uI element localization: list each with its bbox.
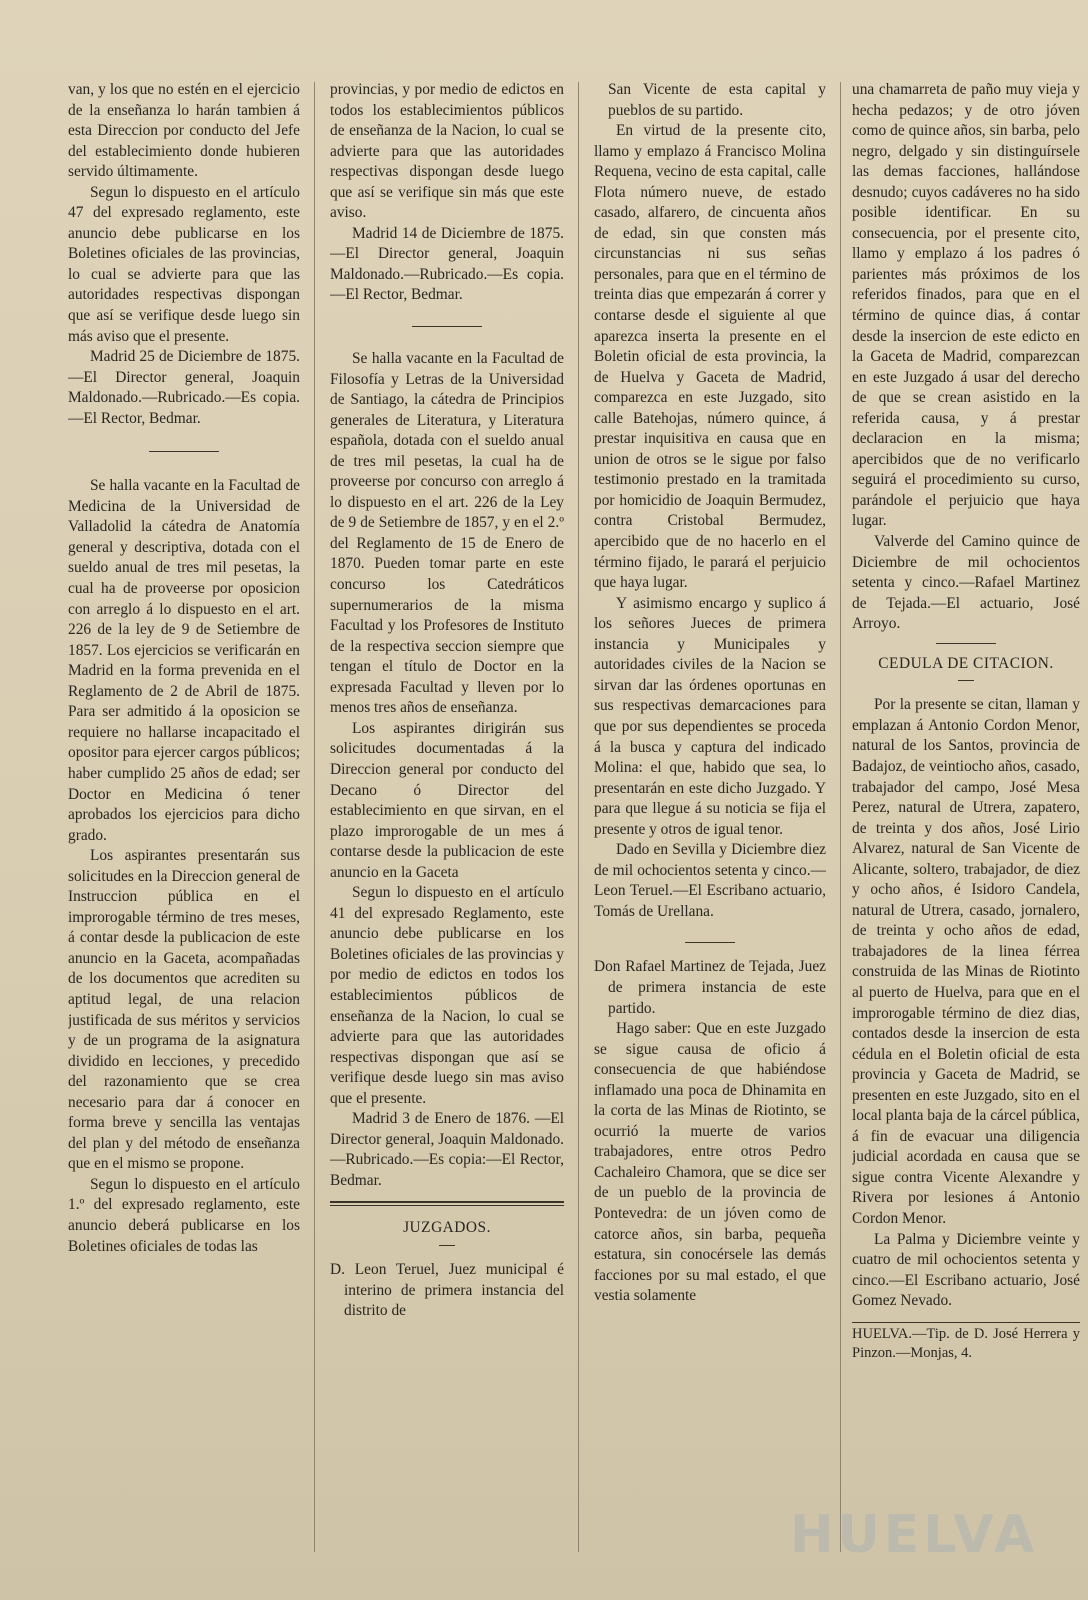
paragraph: una chamarreta de paño muy vieja y hecha pedazos; y de otro jóven como de quince años, sin barba, pelo negro, delgado y sin distinguírsele las demas facciones, hallándose desnudo; cuyos cadáveres no ha sido posible identificar. En su consecuencia, por el presente cito, llamo y emplazo á los padres ó parientes más próximos de los referidos finados, para que en el término de quince dias, á contar desde la insercion de este edicto en la Gaceta de Madrid, comparezcan en este Juzgado á usar del derecho de que se crean asistido en la referida causa, y á prestar declaracion en la misma; apercibidos que de no verificarlo seguirá el procedimiento su curso, parándole el perjuicio que haya lugar. — [852, 81, 1080, 530]
column-rule — [314, 82, 315, 1552]
signature-paragraph: Dado en Sevilla y Diciembre diez de mil ochocientos setenta y cinco.—Leon Teruel.—El Escribano actuario, Tomás de Urellana. — [594, 841, 826, 920]
paragraph: Los aspirantes dirigirán sus solicitudes documentadas á la Direccion general por conducto del Decano ó Director del establecimiento en que sirvan, en el plazo improrogable de un mes á contarse desde la publicacion de este anuncio en la Gaceta — [330, 719, 564, 881]
paragraph: Y asimismo encargo y suplico á los señores Jueces de primera instancia y Municipales y autoridades civiles de la Nacion se sirvan dar las órdenes oportunas en sus respectivas demarcaciones para que por sus dependientes se proceda á la busca y captura del indicado Molina: el que, habido que sea, lo presentarán en este dicho Juzgado. Y para que llegue á su noticia se fija el presente y otros de igual tenor. — [594, 594, 826, 838]
paragraph: Segun lo dispuesto en el artículo 1.º del expresado reglamento, este anuncio deberá publicarse en los Boletines oficiales de todas las — [68, 1175, 300, 1255]
paragraph: Por la presente se citan, llaman y emplazan á Antonio Cordon Menor, natural de los Santos, provincia de Badajoz, de veintiocho años, casado, trabajador del campo, José Mesa Perez, natural de Utrera, zapatero, de treinta y dos años, José Lirio Alvarez, natural de San Vicente de Alicante, soltero, trabajador, de diez y ocho años, é Isidoro Candela, natural de Utrera, casado, jornalero, de treinta y ocho años de edad, trabajadores de la linea férrea construida de las Minas de Riotinto al puerto de Huelva, para que en el improrogable término de diez dias, contados desde la insercion de esta cédula en el Boletin oficial de esta provincia y Gaceta de Madrid, se presenten en este Juzgado, sito en el local planta baja de la cárcel pública, á fin de evacuar una diligencia judicial acordada en causa que se sigue contra Vicente Alexandre y Rivera por lesiones á Antonio Cordon Menor. — [852, 696, 1080, 1227]
paragraph: Don Rafael Martinez de Tejada, Juez de primera instancia de este partido. — [594, 958, 826, 1017]
separator-line — [412, 326, 482, 327]
paragraph: Se halla vacante en la Facultad de Medicina de la Universidad de Valladolid la cátedra de Anatomía general y descriptiva, dotada con el sueldo anual de tres mil pesetas, la cual ha de proveerse por oposicion con arreglo á lo dispuesto en el art. 226 de la ley de 9 de Setiembre de 1857. Los ejercicios se verificarán en Madrid en la forma prevenida en el Reglamento de 2 de Abril de 1875. Para ser admitido á la oposicion se requiere no hallarse incapacitado el opositor para ejercer cargos públicos; haber cumplido 25 años de edad; ser Doctor en Medicina ó tener aprobados los ejercicios para dicho grado. — [68, 477, 300, 844]
section-title-cedula: CEDULA DE CITACION. — [878, 654, 1054, 672]
column-rule — [578, 82, 579, 1552]
section-title-juzgados: JUZGADOS. — [403, 1219, 491, 1237]
signature-paragraph: La Palma y Diciembre veinte y cuatro de mil ochocientos setenta y cinco.—El Escribano actuario, José Gomez Nevado. — [852, 1230, 1080, 1310]
library-watermark: HUELVA — [790, 1505, 1039, 1565]
signature-paragraph: Madrid 3 de Enero de 1876. —El Director general, Joaquin Maldonado.—Rubricado.—Es copia:—El Rector, Bedmar. — [330, 1110, 564, 1189]
double-rule — [330, 1201, 564, 1206]
column-4 — [852, 80, 1080, 1580]
separator-line — [685, 942, 735, 943]
signature-paragraph: Valverde del Camino quince de Diciembre de mil ochocientos setenta y cinco.—Rafael Martinez de Tejada.—El actuario, José Arroyo. — [852, 533, 1080, 633]
title-dash — [439, 1245, 455, 1246]
signature-paragraph: Madrid 25 de Diciembre de 1875.—El Director general, Joaquin Maldonado.—Rubricado.—Es copia.—El Rector, Bedmar. — [68, 348, 300, 427]
separator-line — [149, 451, 219, 452]
column-rule — [840, 82, 841, 1552]
paragraph: D. Leon Teruel, Juez municipal é interino de primera instancia del distrito de — [330, 1260, 564, 1320]
column-2 — [330, 80, 564, 1580]
paragraph: Los aspirantes presentarán sus solicitudes en la Direccion general de Instruccion pública en el improrogable término de tres meses, á contar desde la publicacion de este anuncio en la Gaceta, acompañadas de los documentos que acrediten su aptitud legal, de una relacion justificada de sus méritos y servicios y de un programa de la asignatura dividido en lecciones, y precedido del razonamiento que se crea necesario para dar á conocer en forma breve y sencilla las ventajas del plan y del método de enseñanza que en el mismo se propone. — [68, 847, 300, 1173]
signature-paragraph: Madrid 14 de Diciembre de 1875.—El Director general, Joaquin Maldonado.—Rubricado.—Es copia.—El Rector, Bedmar. — [330, 224, 564, 304]
paragraph: provincias, y por medio de edictos en todos los establecimientos públicos de enseñanza de la Nacion, lo cual se advierte para que las autoridades respectivas dispongan desde luego que así se verifique sin más que este aviso. — [330, 81, 564, 222]
title-dash — [958, 680, 974, 681]
paragraph: San Vicente de esta capital y pueblos de su partido. — [608, 81, 826, 119]
column-3 — [594, 80, 826, 1580]
paragraph: Segun lo dispuesto en el artículo 47 del expresado reglamento, este anuncio debe publicarse en los Boletines oficiales de las provincias, lo cual se advierte para que las autoridades respectivas dispongan que así se verifique desde luego sin más aviso que el presente. — [68, 183, 300, 345]
paragraph: Hago saber: Que en este Juzgado se sigue causa de oficio á consecuencia de que habiéndose inflamado una poca de Dhinamita en la corta de las Minas de Riotinto, se ocurrió la muerte de varios trabajadores, entre otros Pedro Cachaleiro Chamora, que se dice ser de un pueblo de la provincia de Pontevedra: de un jóven como de catorce años, sin barba, pequeña estatura, sin conocérsele las demás facciones por su mal estado, el que vestia solamente — [594, 1020, 826, 1305]
separator-line — [936, 643, 996, 644]
paragraph: Se halla vacante en la Facultad de Filosofía y Letras de la Universidad de Santiago, la cátedra de Principios generales de Literatura, y Literatura española, dotada con el sueldo anual de tres mil pesetas, la cual ha de proveerse por concurso con arreglo á lo dispuesto en el art. 226 de la Ley de 9 de Setiembre de 1857, y en el 2.º del Reglamento de 15 de Enero de 1870. Pueden tomar parte en este concurso los Catedráticos supernumerarios de la misma Facultad y los Profesores de Instituto de la respectiva seccion siempre que tengan el título de Doctor en la expresada Facultad y lleven por lo menos tres años de enseñanza. — [330, 350, 564, 717]
column-1 — [68, 80, 300, 1580]
paragraph: van, y los que no estén en el ejercicio de la enseñanza lo harán tambien á esta Direccion por conducto del Jefe del establecimiento donde hubieren servido últimamente. — [68, 81, 300, 181]
printer-imprint: HUELVA.—Tip. de D. José Herrera y Pinzon.—Monjas, 4. — [852, 1322, 1080, 1363]
paragraph: Segun lo dispuesto en el artículo 41 del expresado Reglamento, este anuncio debe publicarse en los Boletines oficiales de las provincias y por medio de edictos en todos los establecimientos públicos de enseñanza de la Nacion, lo cual se advierte para que las autoridades respectivas dispongan que así se verifique desde luego sin mas aviso que el presente. — [330, 884, 564, 1107]
paragraph: En virtud de la presente cito, llamo y emplazo á Francisco Molina Requena, vecino de esta capital, calle Flota número nueve, de estado casado, alfarero, de cincuenta años de edad, sin que consten más circunstancias ni sus señas personales, para que en el término de treinta dias que empezarán á correr y contarse desde el siguiente al que aparezca inserta la presente en el Boletin oficial de esta provincia, la de Huelva y Gaceta de Madrid, comparezca en este Juzgado, sito calle Batehojas, número quince, á prestar inquisitiva en causa que en union de otros se le sigue por falso testimonio prestado en la tramitada por homicidio de Joaquin Bermudez, contra Cristobal Bermudez, apercibido que de no hacerlo en el término fijado, le parará el perjuicio que haya lugar. — [594, 122, 826, 592]
